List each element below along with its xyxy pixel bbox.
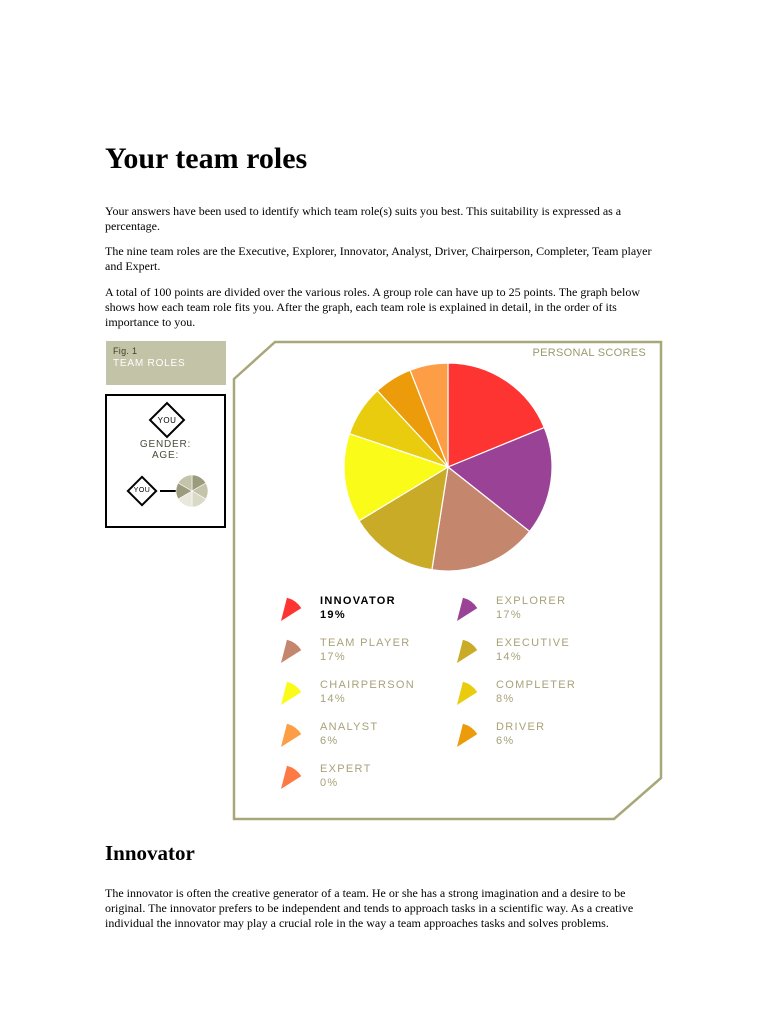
legend-item-innovator	[281, 595, 441, 629]
figure-title: TEAM ROLES	[113, 358, 186, 369]
legend-item-analyst	[281, 721, 441, 755]
legend-label: TEAM PLAYER	[320, 637, 411, 649]
legend-value: 6%	[496, 735, 515, 747]
legend-item-expert	[281, 763, 441, 797]
legend-item-team-player	[281, 637, 441, 671]
legend-value: 14%	[496, 651, 522, 663]
legend-item-executive	[457, 637, 617, 671]
legend-label: DRIVER	[496, 721, 546, 733]
section-body: The innovator is often the creative generator of a team. He or she has a strong imagination and a desire to be original. The innovator prefers to be independent and tends to approach tasks in a scientific way. As a creative individual the innovator may play a crucial role in the way a team approaches tasks and solves problems.	[105, 886, 634, 930]
legend-item-explorer	[457, 595, 617, 629]
legend-item-completer	[457, 679, 617, 713]
legend-label: INNOVATOR	[320, 595, 396, 607]
figure-number: Fig. 1	[113, 346, 138, 356]
personal-scores-label: PERSONAL SCORES	[532, 347, 646, 359]
legend-label: EXECUTIVE	[496, 637, 571, 649]
intro-paragraph-1: Your answers have been used to identify which team role(s) suits you best. This suitability is expressed as a percentage.	[105, 204, 622, 233]
you-small-label: YOU	[133, 487, 151, 494]
you-label: YOU	[157, 416, 177, 425]
pie-chart	[344, 363, 552, 571]
legend-item-driver	[457, 721, 617, 755]
legend-item-chairperson	[281, 679, 441, 713]
legend-label: COMPLETER	[496, 679, 577, 691]
legend-value: 0%	[320, 777, 339, 789]
legend-label: CHAIRPERSON	[320, 679, 415, 691]
legend-label: ANALYST	[320, 721, 379, 733]
age-label: AGE:	[151, 450, 180, 461]
legend-value: 17%	[320, 651, 346, 663]
page-title: Your team roles	[105, 142, 308, 175]
legend-value: 14%	[320, 693, 346, 705]
legend-value: 8%	[496, 693, 515, 705]
section-heading: Innovator	[105, 841, 195, 865]
legend-value: 6%	[320, 735, 339, 747]
gender-label: GENDER:	[139, 439, 192, 450]
legend-value: 19%	[320, 609, 346, 621]
intro-paragraph-3: A total of 100 points are divided over the various roles. A group role can have up to 25 points. The graph below shows how each team role fits you. After the graph, each team role is explained in detail, in the order of its importance to you.	[105, 285, 641, 329]
legend-value: 17%	[496, 609, 522, 621]
intro-paragraph-2: The nine team roles are the Executive, Explorer, Innovator, Analyst, Driver, Chairperson, Completer, Team player and Expert.	[105, 244, 652, 273]
legend-label: EXPLORER	[496, 595, 567, 607]
legend-label: EXPERT	[320, 763, 372, 775]
